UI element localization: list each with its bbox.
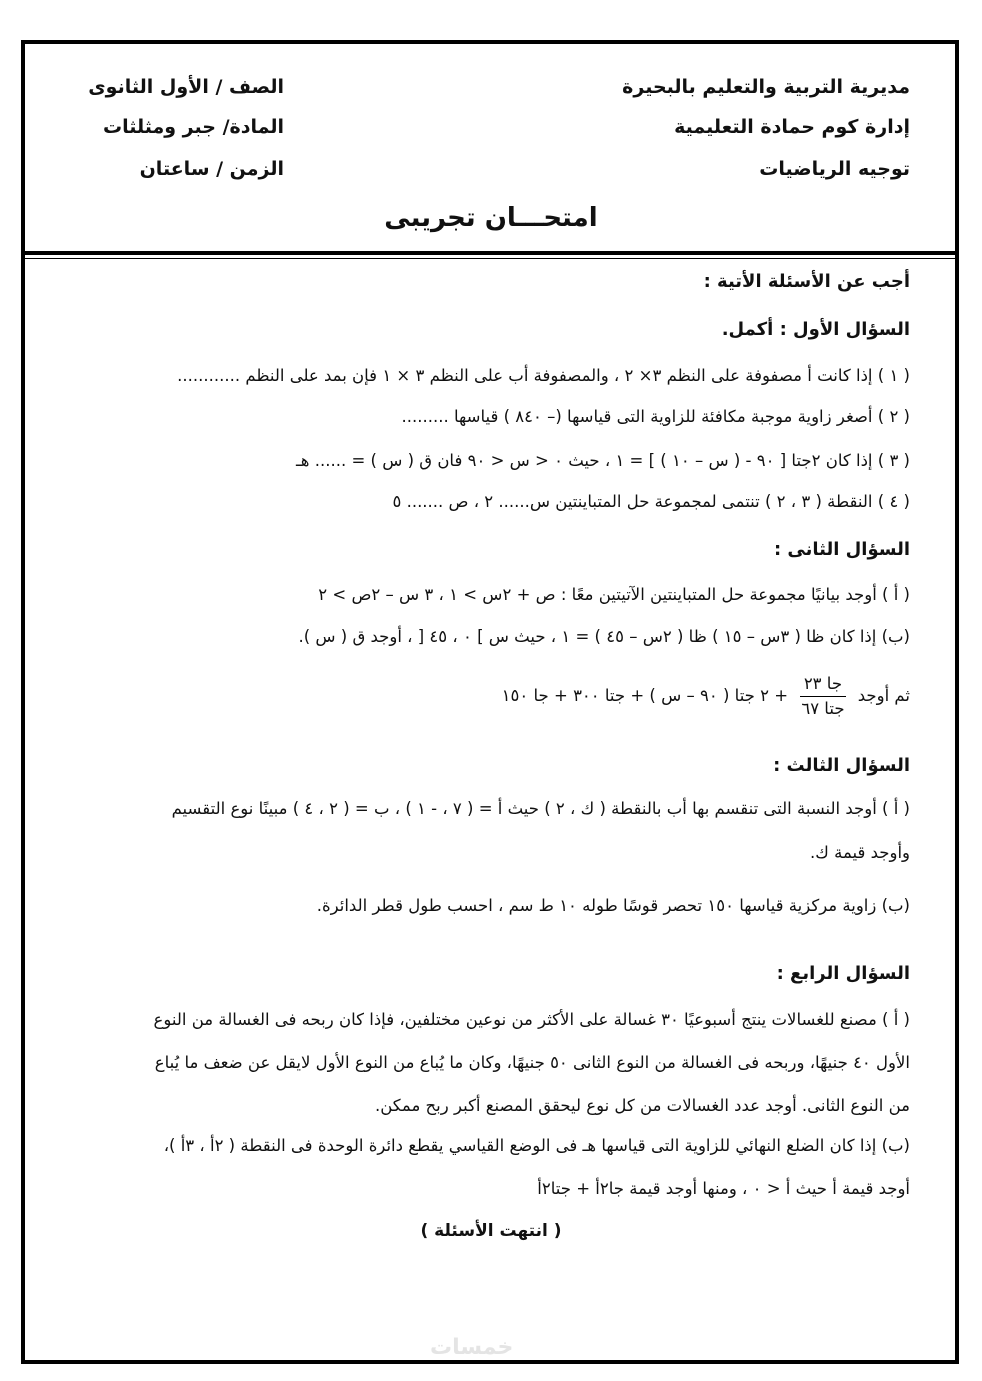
end-of-questions: ( انتهت الأسئلة ) bbox=[420, 1221, 562, 1241]
q4-line-5: أوجد قيمة أ حيث أ < ٠ ، ومنها أوجد قيمة جا٢أ + جتا٢أ bbox=[537, 1179, 910, 1198]
then-suffix: + ٢ جتا ( ٩٠ – س ) + جتا ٣٠٠ + جا ١٥٠ bbox=[501, 686, 789, 705]
subject-label: المادة/ جبر ومثلثات bbox=[103, 116, 284, 138]
q3-part-a-line2: وأوجد قيمة ك. bbox=[810, 843, 910, 862]
q2-then bbox=[502, 672, 910, 721]
q4-line-3: من النوع الثانى. أوجد عدد الغسالات من كل نوع ليحقق المصنع أكبر ربح ممكن. bbox=[374, 1096, 910, 1115]
q1-item-3: ( ٣ ) إذا كان ٢جتا [ ٩٠ - ( س – ١٠ ) ] = ١ ، حيث ٠ < س < ٩٠ فان ق ( س ) = ...... هـ bbox=[295, 451, 910, 470]
fraction-numerator: جا ٢٣ bbox=[800, 672, 846, 697]
q1-item-1: ( ١ ) إذا كانت أ مصفوفة على النظم ٣× ٢ ، والمصفوفة أب على النظم ٣ × ١ فإن بمد على النظم ............ bbox=[177, 366, 910, 385]
q1-heading: السؤال الأول : أكمل. bbox=[721, 319, 910, 340]
q2-part-b: (ب) إذا كان ظا ( ٣س – ١٥ ) ظا ( ٢س – ٤٥ ) = ١ ، حيث س ] ٠ ، ٤٥ [ ، أوجد ق ( س ). bbox=[298, 627, 910, 646]
grade-label: الصف / الأول الثانوى bbox=[88, 76, 284, 98]
fraction bbox=[797, 672, 848, 721]
duration-label: الزمن / ساعتان bbox=[139, 158, 284, 180]
q1-item-4: ( ٤ ) النقطة ( ٣ ، ٢ ) تنتمى لمجموعة حل المتباينتين س...... ٢ ، ص ....... ٥ bbox=[392, 492, 910, 511]
q4-line-4: (ب) إذا كان الضلع النهائي للزاوية التى قياسها هـ فى الوضع القياسي يقطع دائرة الوحدة فى النقطة ( ٢أ ، ٣أ )، bbox=[163, 1136, 910, 1155]
q3-heading: السؤال الثالث : bbox=[773, 755, 910, 776]
header-divider bbox=[21, 251, 959, 255]
q4-line-1: ( أ ) مصنع للغسالات ينتج أسبوعيًا ٣٠ غسالة على الأكثر من نوعين مختلفين، فإذا كان ربحه فى الغسالة من النوع bbox=[153, 1010, 910, 1029]
q4-heading: السؤال الرابع : bbox=[776, 963, 910, 984]
q1-item-2: ( ٢ ) أصغر زاوية موجبة مكافئة للزاوية التى قياسها (– ٨٤٠ ) قياسها ......... bbox=[401, 407, 910, 426]
q2-part-a: ( أ ) أوجد بيانيًا مجموعة حل المتباينتين الآتيتين معًا : ص + ٢س > ١ ، ٣ س – ٢ص > ٢ bbox=[318, 585, 910, 604]
directorate-label: مديرية التربية والتعليم بالبحيرة bbox=[622, 76, 910, 98]
administration-label: إدارة كوم حمادة التعليمية bbox=[674, 116, 910, 138]
then-prefix: ثم أوجد bbox=[857, 686, 910, 705]
q2-heading: السؤال الثانى : bbox=[773, 539, 910, 560]
instruction: أجب عن الأسئلة الأتية : bbox=[703, 271, 910, 292]
watermark: خمسات bbox=[430, 1335, 514, 1360]
department-label: توجيه الرياضيات bbox=[759, 158, 910, 180]
q4-line-2: الأول ٤٠ جنيهًا، وربحه فى الغسالة من النوع الثانى ٥٠ جنيهًا، وكان ما يُباع من النوع الأول لايقل عن ضعف ما يُباع bbox=[154, 1053, 910, 1072]
q3-part-b: (ب) زاوية مركزية قياسها ١٥٠ تحصر قوسًا طوله ١٠ ط سم ، احسب طول قطر الدائرة. bbox=[316, 896, 910, 915]
q3-part-a-line1: ( أ ) أوجد النسبة التى تنقسم بها أب بالنقطة ( ك ، ٢ ) حيث أ = ( ٧ ، - ١ ) ، ب = ( ٢ ، ٤ ) مبينًا نوع التقسيم bbox=[171, 799, 910, 818]
header-divider-thin bbox=[21, 258, 959, 259]
exam-title: امتحـــان تجريبى bbox=[384, 203, 598, 233]
fraction-denominator: جتا ٦٧ bbox=[801, 699, 845, 718]
